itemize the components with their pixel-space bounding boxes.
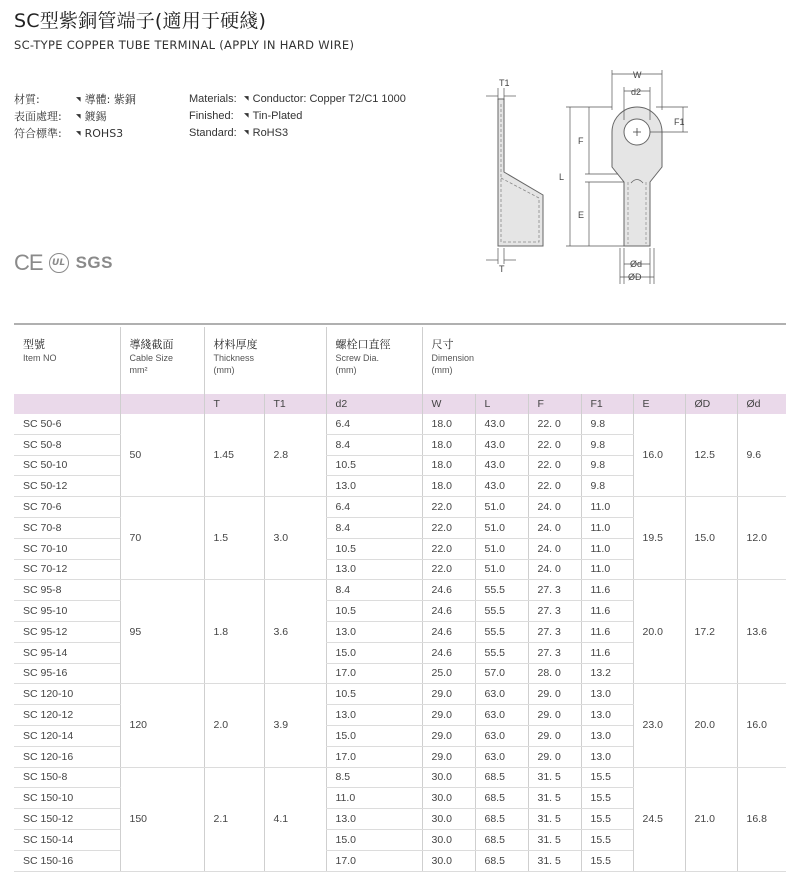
table-row xyxy=(14,497,786,518)
cell-l: 63.0 xyxy=(475,684,528,705)
cell-item-no: SC 70-12 xyxy=(14,559,120,580)
spec-label: Materials: xyxy=(189,93,237,105)
cell-f: 24. 0 xyxy=(528,517,581,538)
cell-f1: 9.8 xyxy=(581,414,633,434)
cell-d2: 10.5 xyxy=(326,538,422,559)
dim-label-d2: d2 xyxy=(631,87,642,97)
cell-w: 22.0 xyxy=(422,538,475,559)
cell-item-no: SC 150-8 xyxy=(14,767,120,788)
page-title-cn: SC型紫銅管端子(適用于硬綫) xyxy=(14,10,267,32)
cell-w: 30.0 xyxy=(422,767,475,788)
cell-w: 18.0 xyxy=(422,414,475,434)
cell-l: 43.0 xyxy=(475,434,528,455)
cell-f: 29. 0 xyxy=(528,725,581,746)
cell-d2: 13.0 xyxy=(326,705,422,726)
cell-f: 22. 0 xyxy=(528,434,581,455)
cell-item-no: SC 95-8 xyxy=(14,580,120,601)
cell-f1: 11.0 xyxy=(581,559,633,580)
cell-f1: 13.0 xyxy=(581,746,633,767)
cell-t1: 3.9 xyxy=(264,684,326,767)
header-en: Thickness xyxy=(213,353,255,363)
header-thickness xyxy=(204,327,326,394)
spec-value: ◥ RoHS3 xyxy=(244,125,288,142)
cell-d2: 8.4 xyxy=(326,580,422,601)
cell-od-large: 20.0 xyxy=(685,684,737,767)
cell-l: 55.5 xyxy=(475,580,528,601)
cell-f: 29. 0 xyxy=(528,705,581,726)
dim-label-f: F xyxy=(578,136,584,146)
side-view-drawing xyxy=(498,99,543,246)
cell-t: 2.1 xyxy=(204,767,264,871)
dim-label-od-large: ØD xyxy=(628,272,642,282)
cell-w: 30.0 xyxy=(422,809,475,830)
cell-d2: 13.0 xyxy=(326,476,422,497)
header-unit: (mm) xyxy=(213,365,235,375)
cell-l: 55.5 xyxy=(475,642,528,663)
subheader-od-large: ØD xyxy=(685,394,737,414)
cell-f1: 11.6 xyxy=(581,601,633,622)
dim-label-t: T xyxy=(499,264,505,274)
cell-f1: 9.8 xyxy=(581,455,633,476)
cell-e: 23.0 xyxy=(633,684,685,767)
cell-l: 51.0 xyxy=(475,538,528,559)
cell-od-large: 21.0 xyxy=(685,767,737,871)
cell-f: 24. 0 xyxy=(528,538,581,559)
header-cable-size xyxy=(120,327,204,394)
subheader-d2: d2 xyxy=(326,394,422,414)
cell-d2: 10.5 xyxy=(326,601,422,622)
cell-d2: 17.0 xyxy=(326,746,422,767)
cell-f1: 11.0 xyxy=(581,497,633,518)
cell-d2: 13.0 xyxy=(326,621,422,642)
header-cn: 導綫截面 xyxy=(129,338,174,351)
cell-w: 18.0 xyxy=(422,434,475,455)
cell-d2: 15.0 xyxy=(326,829,422,850)
header-cn: 螺栓口直徑 xyxy=(335,338,391,351)
cell-w: 22.0 xyxy=(422,559,475,580)
cell-od-small: 12.0 xyxy=(737,497,786,580)
spec-value: ◥ 導體: 紫銅 xyxy=(76,91,136,108)
subheader-t: T xyxy=(204,394,264,414)
cell-t1: 3.6 xyxy=(264,580,326,684)
spec-row-finish xyxy=(14,108,136,125)
cell-f: 31. 5 xyxy=(528,788,581,809)
cell-w: 24.6 xyxy=(422,642,475,663)
dim-label-w: W xyxy=(633,70,642,80)
cell-l: 63.0 xyxy=(475,725,528,746)
cell-f: 27. 3 xyxy=(528,580,581,601)
cell-e: 24.5 xyxy=(633,767,685,871)
cell-cable-size: 150 xyxy=(120,767,204,871)
cell-od-small: 16.8 xyxy=(737,767,786,871)
ce-mark-logo: CE xyxy=(14,250,43,275)
cell-od-large: 12.5 xyxy=(685,414,737,497)
header-en: Screw Dia. xyxy=(335,353,380,363)
cell-w: 22.0 xyxy=(422,517,475,538)
spec-row-standard-en xyxy=(189,125,406,142)
cell-f: 31. 5 xyxy=(528,767,581,788)
cell-l: 68.5 xyxy=(475,788,528,809)
subheader-f: F xyxy=(528,394,581,414)
cell-f1: 15.5 xyxy=(581,850,633,871)
cell-w: 29.0 xyxy=(422,684,475,705)
cell-d2: 10.5 xyxy=(326,455,422,476)
cell-l: 68.5 xyxy=(475,829,528,850)
spec-table xyxy=(14,327,786,872)
dim-label-e: E xyxy=(578,210,585,220)
cell-cable-size: 120 xyxy=(120,684,204,767)
table-top-rule xyxy=(14,323,786,325)
header-en: Item NO xyxy=(23,353,57,363)
cell-l: 63.0 xyxy=(475,746,528,767)
cell-f1: 13.2 xyxy=(581,663,633,684)
cell-od-small: 16.0 xyxy=(737,684,786,767)
cell-l: 51.0 xyxy=(475,497,528,518)
cell-t: 1.45 xyxy=(204,414,264,497)
spec-value: ◥ ROHS3 xyxy=(76,125,123,142)
cell-item-no: SC 150-16 xyxy=(14,850,120,871)
cell-cable-size: 95 xyxy=(120,580,204,684)
cell-item-no: SC 70-10 xyxy=(14,538,120,559)
cell-item-no: SC 50-10 xyxy=(14,455,120,476)
header-unit: (mm) xyxy=(431,365,453,375)
spec-row-standard xyxy=(14,125,136,142)
spec-value: ◥ Tin-Plated xyxy=(244,108,302,125)
cell-l: 51.0 xyxy=(475,559,528,580)
cell-item-no: SC 150-12 xyxy=(14,809,120,830)
cell-item-no: SC 120-16 xyxy=(14,746,120,767)
spec-label: 表面處理: xyxy=(14,110,62,123)
cell-t: 1.8 xyxy=(204,580,264,684)
cell-f1: 11.6 xyxy=(581,580,633,601)
cell-f1: 15.5 xyxy=(581,788,633,809)
cell-f1: 11.0 xyxy=(581,538,633,559)
cell-item-no: SC 150-10 xyxy=(14,788,120,809)
cell-f1: 13.0 xyxy=(581,705,633,726)
spec-value: ◥ Conductor: Copper T2/C1 1000 xyxy=(244,91,406,108)
cell-d2: 17.0 xyxy=(326,663,422,684)
cell-d2: 13.0 xyxy=(326,809,422,830)
table-body xyxy=(14,414,786,871)
table-row xyxy=(14,580,786,601)
spec-list-cn xyxy=(14,91,136,142)
spec-label: 材質: xyxy=(14,93,40,106)
cell-e: 16.0 xyxy=(633,414,685,497)
terminal-technical-drawing xyxy=(480,70,690,285)
cell-f1: 11.6 xyxy=(581,621,633,642)
cell-d2: 8.4 xyxy=(326,517,422,538)
cell-f: 22. 0 xyxy=(528,476,581,497)
cell-od-large: 15.0 xyxy=(685,497,737,580)
cell-f: 27. 3 xyxy=(528,621,581,642)
cell-item-no: SC 95-16 xyxy=(14,663,120,684)
cell-item-no: SC 50-12 xyxy=(14,476,120,497)
subheader-t1: T1 xyxy=(264,394,326,414)
table-subheader-row xyxy=(14,394,786,414)
cell-f: 29. 0 xyxy=(528,684,581,705)
subheader-e: E xyxy=(633,394,685,414)
header-en: Cable Size xyxy=(129,353,174,363)
spec-label: Finished: xyxy=(189,110,234,122)
dim-label-l: L xyxy=(559,172,565,182)
cell-w: 30.0 xyxy=(422,850,475,871)
cell-f: 28. 0 xyxy=(528,663,581,684)
ul-mark-logo: UL xyxy=(49,253,69,273)
subheader-w: W xyxy=(422,394,475,414)
cell-f: 31. 5 xyxy=(528,809,581,830)
cell-d2: 11.0 xyxy=(326,788,422,809)
subheader-f1: F1 xyxy=(581,394,633,414)
header-cn: 尺寸 xyxy=(431,338,454,351)
cell-f: 27. 3 xyxy=(528,642,581,663)
cell-f: 29. 0 xyxy=(528,746,581,767)
cell-f: 24. 0 xyxy=(528,559,581,580)
dim-label-t1: T1 xyxy=(499,78,510,88)
cell-d2: 13.0 xyxy=(326,559,422,580)
header-cn: 型號 xyxy=(23,338,45,351)
subheader-blank xyxy=(14,394,120,414)
cell-f1: 13.0 xyxy=(581,725,633,746)
cell-w: 18.0 xyxy=(422,455,475,476)
spec-row-materials xyxy=(189,91,406,108)
cell-d2: 6.4 xyxy=(326,497,422,518)
cell-l: 57.0 xyxy=(475,663,528,684)
cell-l: 43.0 xyxy=(475,476,528,497)
header-item-no xyxy=(14,327,120,394)
cell-l: 55.5 xyxy=(475,601,528,622)
cell-od-small: 9.6 xyxy=(737,414,786,497)
cell-t1: 4.1 xyxy=(264,767,326,871)
cell-f1: 11.6 xyxy=(581,642,633,663)
cell-w: 24.6 xyxy=(422,580,475,601)
cell-od-small: 13.6 xyxy=(737,580,786,684)
cell-w: 24.6 xyxy=(422,621,475,642)
cell-f1: 15.5 xyxy=(581,829,633,850)
cell-f1: 11.0 xyxy=(581,517,633,538)
cell-item-no: SC 70-8 xyxy=(14,517,120,538)
cell-w: 24.6 xyxy=(422,601,475,622)
spec-label: Standard: xyxy=(189,127,237,139)
cell-t1: 2.8 xyxy=(264,414,326,497)
cell-f: 27. 3 xyxy=(528,601,581,622)
cell-d2: 6.4 xyxy=(326,414,422,434)
cell-t: 1.5 xyxy=(204,497,264,580)
cell-l: 43.0 xyxy=(475,414,528,434)
cell-item-no: SC 50-8 xyxy=(14,434,120,455)
cell-f1: 15.5 xyxy=(581,767,633,788)
header-en: Dimension xyxy=(431,353,475,363)
cell-l: 63.0 xyxy=(475,705,528,726)
cell-e: 19.5 xyxy=(633,497,685,580)
spec-row-material xyxy=(14,91,136,108)
cell-item-no: SC 120-14 xyxy=(14,725,120,746)
subheader-blank xyxy=(120,394,204,414)
cell-f1: 9.8 xyxy=(581,476,633,497)
cell-item-no: SC 120-10 xyxy=(14,684,120,705)
table-header-row xyxy=(14,327,786,394)
subheader-l: L xyxy=(475,394,528,414)
cell-e: 20.0 xyxy=(633,580,685,684)
cell-od-large: 17.2 xyxy=(685,580,737,684)
cell-t: 2.0 xyxy=(204,684,264,767)
header-unit: mm² xyxy=(129,365,148,375)
table-row xyxy=(14,684,786,705)
certification-logos xyxy=(14,250,113,276)
cell-w: 18.0 xyxy=(422,476,475,497)
cell-item-no: SC 95-14 xyxy=(14,642,120,663)
table-row xyxy=(14,767,786,788)
cell-w: 29.0 xyxy=(422,725,475,746)
cell-d2: 15.0 xyxy=(326,642,422,663)
cell-f1: 9.8 xyxy=(581,434,633,455)
cell-f: 24. 0 xyxy=(528,497,581,518)
cell-f: 31. 5 xyxy=(528,850,581,871)
cell-w: 25.0 xyxy=(422,663,475,684)
cell-f: 22. 0 xyxy=(528,414,581,434)
spec-row-finished xyxy=(189,108,406,125)
header-screw-dia xyxy=(326,327,422,394)
cell-l: 68.5 xyxy=(475,850,528,871)
cell-d2: 15.0 xyxy=(326,725,422,746)
dim-label-od-small: Ød xyxy=(630,259,643,269)
cell-item-no: SC 95-12 xyxy=(14,621,120,642)
cell-item-no: SC 50-6 xyxy=(14,414,120,434)
cell-cable-size: 50 xyxy=(120,414,204,497)
cell-f: 22. 0 xyxy=(528,455,581,476)
cell-l: 68.5 xyxy=(475,767,528,788)
cell-d2: 8.5 xyxy=(326,767,422,788)
cell-l: 51.0 xyxy=(475,517,528,538)
cell-l: 43.0 xyxy=(475,455,528,476)
header-unit: (mm) xyxy=(335,365,357,375)
dim-label-f1: F1 xyxy=(674,117,685,127)
cell-cable-size: 70 xyxy=(120,497,204,580)
cell-item-no: SC 70-6 xyxy=(14,497,120,518)
table-row xyxy=(14,414,786,434)
cell-w: 30.0 xyxy=(422,829,475,850)
spec-value: ◥ 鍍錫 xyxy=(76,108,107,125)
cell-t1: 3.0 xyxy=(264,497,326,580)
cell-w: 29.0 xyxy=(422,746,475,767)
cell-f1: 13.0 xyxy=(581,684,633,705)
spec-label: 符合標準: xyxy=(14,127,62,140)
page-title-en: SC-TYPE COPPER TUBE TERMINAL (APPLY IN HARD WIRE) xyxy=(14,38,355,52)
cell-l: 68.5 xyxy=(475,809,528,830)
cell-item-no: SC 95-10 xyxy=(14,601,120,622)
cell-f1: 15.5 xyxy=(581,809,633,830)
cell-d2: 8.4 xyxy=(326,434,422,455)
subheader-od-small: Ød xyxy=(737,394,786,414)
header-cn: 材料厚度 xyxy=(213,338,258,351)
cell-f: 31. 5 xyxy=(528,829,581,850)
header-dimension xyxy=(422,327,786,394)
spec-list-en xyxy=(189,91,406,142)
cell-w: 29.0 xyxy=(422,705,475,726)
cell-d2: 17.0 xyxy=(326,850,422,871)
sgs-mark-logo: SGS xyxy=(75,253,113,272)
cell-d2: 10.5 xyxy=(326,684,422,705)
cell-l: 55.5 xyxy=(475,621,528,642)
cell-w: 30.0 xyxy=(422,788,475,809)
cell-item-no: SC 150-14 xyxy=(14,829,120,850)
cell-w: 22.0 xyxy=(422,497,475,518)
cell-item-no: SC 120-12 xyxy=(14,705,120,726)
